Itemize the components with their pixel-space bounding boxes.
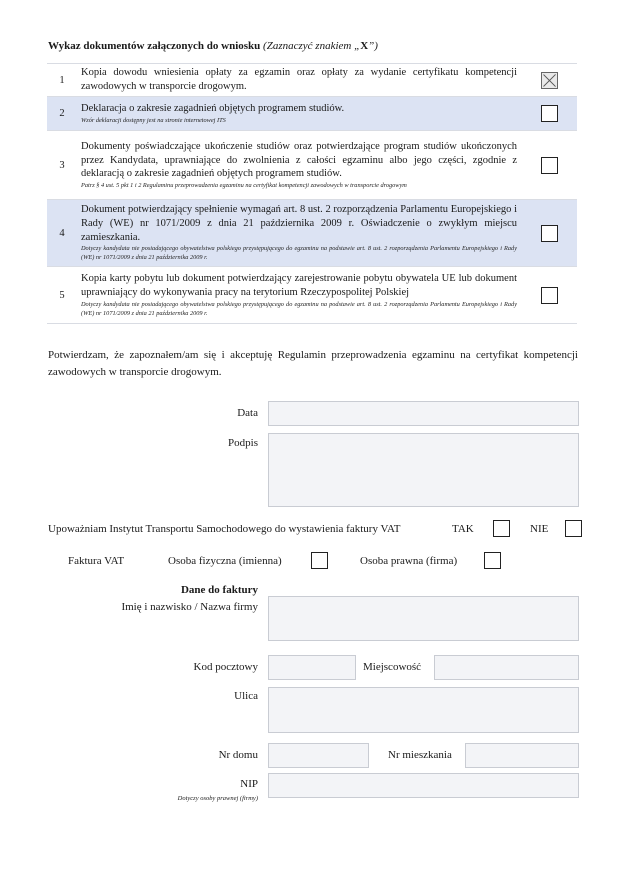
invoice-authorization-text: Upoważniam Instytut Transportu Samochodowego do wystawienia faktury VAT — [48, 523, 401, 535]
document-text: Kopia dowodu wniesienia opłaty za egzamin oraz opłaty za wydanie certyfikatu kompetencji zawodowych w transporcie drogowym. — [81, 67, 517, 92]
document-description — [77, 267, 521, 324]
document-number: 5 — [47, 267, 77, 324]
document-row — [47, 267, 577, 324]
document-note: Wzór deklaracji dostępny jest na stronie internetowej ITS — [81, 116, 226, 124]
nip-note: Dotyczy osoby prawnej (firmy) — [177, 795, 258, 802]
documents-table — [47, 63, 577, 324]
document-description — [77, 131, 521, 200]
document-checkbox-cell — [521, 267, 577, 324]
document-checkbox-cell — [521, 200, 577, 267]
postal-code-label: Kod pocztowy — [193, 661, 258, 673]
company-checkbox[interactable] — [484, 552, 501, 569]
yes-label: TAK — [452, 523, 474, 535]
document-text: Dokumenty poświadczające ukończenie studiów oraz potwierdzające program studiów ukończonych przez Kandydata, uprawniające do zwolnienia z całości egzaminu albo jego części, zgodnie z deklaracją o zakresie zagadnień objętych programem studiów. — [81, 140, 517, 180]
house-number-label: Nr domu — [218, 749, 258, 761]
list-title: Wykaz dokumentów załączonych do wniosku (Zaznaczyć znakiem „X”) — [48, 40, 378, 52]
document-note: Dotyczy kandydata nie posiadającego obywatelstwa polskiego przystępującego do egzaminu na podstawie art. 8 ust. 2 rozporządzenia Parlamentu Europejskiego i Rady (WE) nr 1071/2009 z dnia 21 października 2009 r. — [81, 245, 517, 262]
document-number: 1 — [47, 64, 77, 97]
person-checkbox[interactable] — [311, 552, 328, 569]
yes-checkbox[interactable] — [493, 520, 510, 537]
apartment-number-field[interactable] — [465, 743, 579, 768]
document-checkbox[interactable] — [541, 287, 558, 304]
city-field[interactable] — [434, 655, 579, 680]
confirmation-text: Potwierdzam, że zapoznałem/am się i akceptuję Regulamin przeprowadzenia egzaminu na certyfikat kompetencji zawodowych w transporcie drogowym. — [48, 349, 578, 378]
document-text: Kopia karty pobytu lub dokument potwierdzający zarejestrowanie pobytu obywatela UE lub dokument uprawniający do wykonywania pracy na terytorium Rzeczypospolitej Polskiej — [81, 273, 517, 298]
no-label: NIE — [530, 523, 549, 535]
document-text: Deklaracja o zakresie zagadnień objętych programem studiów. — [81, 103, 345, 115]
document-description — [77, 64, 521, 97]
person-label: Osoba fizyczna (imienna) — [168, 555, 282, 567]
city-label: Miejscowość — [363, 661, 422, 673]
nip-field[interactable] — [268, 773, 579, 798]
date-label: Data — [237, 407, 258, 419]
postal-code-field[interactable] — [268, 655, 356, 680]
apartment-number-label: Nr mieszkania — [388, 749, 452, 761]
document-checkbox[interactable] — [541, 225, 558, 242]
document-checkbox[interactable] — [541, 72, 558, 89]
document-description — [77, 97, 521, 131]
invoice-vat-label: Faktura VAT — [68, 555, 125, 567]
house-number-field[interactable] — [268, 743, 369, 768]
no-checkbox[interactable] — [565, 520, 582, 537]
invoice-data-heading: Dane do faktury — [180, 584, 258, 596]
document-checkbox-cell — [521, 131, 577, 200]
document-note: Dotyczy kandydata nie posiadającego obywatelstwa polskiego przystępującego do egzaminu na podstawie art. 8 ust. 2 rozporządzenia Parlamentu Europejskiego i Rady (WE) nr 1071/2009 z dnia 21 października 2009 r. — [81, 300, 517, 317]
document-description — [77, 200, 521, 267]
document-checkbox[interactable] — [541, 157, 558, 174]
name-field[interactable] — [268, 596, 579, 641]
document-row — [47, 200, 577, 267]
signature-label: Podpis — [228, 437, 258, 449]
street-field[interactable] — [268, 687, 579, 733]
name-label: Imię i nazwisko / Nazwa firmy — [121, 601, 258, 613]
document-checkbox-cell — [521, 64, 577, 97]
document-number: 3 — [47, 131, 77, 200]
company-label: Osoba prawna (firma) — [360, 555, 458, 567]
document-number: 2 — [47, 97, 77, 131]
document-text: Dokument potwierdzający spełnienie wymagań art. 8 ust. 2 rozporządzenia Parlamentu Europejskiego i Rady (WE) nr 1071/2009 z dnia 21 października 2009 r. Oświadczenie o zwykłym miejscu zamieszkania. — [81, 204, 517, 243]
document-row — [47, 64, 577, 97]
document-note: Patrz § 4 ust. 5 pkt 1 i 2 Regulaminu przeprowadzenia egzaminu na certyfikat kompetencji zawodowych w transporcie drogowym — [81, 181, 407, 189]
document-row — [47, 131, 577, 200]
document-checkbox-cell — [521, 97, 577, 131]
document-row — [47, 97, 577, 131]
street-label: Ulica — [234, 690, 258, 702]
document-number: 4 — [47, 200, 77, 267]
document-checkbox[interactable] — [541, 105, 558, 122]
date-field[interactable] — [268, 401, 579, 426]
nip-label: NIP — [240, 778, 258, 790]
signature-field[interactable] — [268, 433, 579, 507]
x-mark-icon: X — [360, 40, 369, 52]
